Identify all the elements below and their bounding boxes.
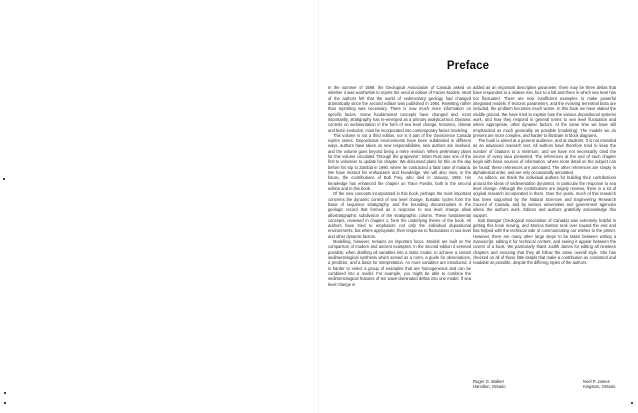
- paragraph: This volume is not a third edition, nor is it part of the Geoscience Canada reprint series. Depositional environments have been subdivided in different ways, authors have taken on new responsibilities, new authors are involved, and the volume goes beyond being a mere revision. When preliminary plans for this volume circulated "through the grapevine", Brian Rust was one of the first to volunteer to update his chapter. We discussed plans for this on the day before his trip to Zambia in 1990, where he contracted a fatal case of malaria. We have missed his enthusiasm and knowledge. We will also miss, in the future, the contributions of Bob Frey, who died in January, 1992. His knowledge has enhanced the chapter on Trace Fossils, both in the second edition and in this book.: [328, 132, 471, 191]
- scan-edge-mark: [3, 178, 5, 180]
- paragraph: As editors, we thank the individual authors for building their contributions around the ideas of sedimentation dynamics, in particular the response to sea level change. Although the contributions are largely reviews, there is a lot of original research incorporated in them. Over the years, much of this research has been supported by the Natural Sciences and Engineering Research Council of Canada, and by various universities and government agencies where the authors work. Editors and authors gratefully acknowledge this support.: [473, 175, 616, 218]
- page-fold-divider: [318, 0, 319, 413]
- paragraph: Of the new concepts incorporated in this book, perhaps the most important concerns the dynamic control of sea level change. Eustatic cycles form the basis of sequence stratigraphy, and the bounding discontinuities in the geologic record that formed as a response to sea level change allow allostratigraphic subdivision of the stratigraphic column. These fundamental concepts, reviewed in chapter 1, form the underlying theme of the book. All authors have tried to emphasize not only the individual depositional environments, but where appropriate, their response to fluctuations in sea level and other dynamic factors.: [328, 191, 471, 239]
- paragraph: Modelling, however, remains an important focus. Models are built on the comparison of modern and ancient examples. In the second edition it seemed possible, when distilling all variables into a static model, to achieve a certain sedimentological synthesis which served as a norm, a guide for observations, a predictor, and a basis for interpretation. As more variables are introduced, it is harder to select a group of examples that are homogeneous and can be combined into a model. For example, you might be able to combine the sedimentological features of ten wave-dominated deltas into one model. If sea level change is: [328, 239, 471, 287]
- page-title: Preface: [446, 60, 490, 72]
- paragraph: The book is aimed at a general audience, and at students. It is not intended as an advanced research text. All authors have therefore tried to keep the number of citations to a minimum, and we have not necessarily cited the source of every idea presented. The references at the end of each chapter begin with basic sources of information, where more detail on the subject can be found; these references are annotated. The other references are simply in alphabetical order, and are only occasionally annotated.: [473, 138, 616, 175]
- paragraph: added as an important descriptive parameter, there may be three deltas that have responded to a relative rise, four to a fall and three in which sea level has not fluctuated. There are now insufficient examples to make powerful integrated models. If tectonic parameters, and the evolving terrestrial biota are included, the problem becomes much worse. In this book we have staked the middle ground. We have tried to explain how the various depositional systems work, and how they respond in general terms to sea level fluctuation and where appropriate, other dynamic factors. At the same time we have still emphasized as much generality as possible (modeling). The models we do present are more complex, and harder to illustrate in block diagrams.: [473, 85, 616, 138]
- text-column-right: [473, 85, 616, 266]
- author-location: Hamilton, Ontario: [473, 384, 506, 390]
- signature-block-right: [583, 379, 615, 390]
- paragraph: Bob Baragar (Geological Association of Canada) was extremely helpful in getting this book moving, and Monica Easton took over toward the end and has helped with the technical side of communicating our wishes to the printer. However, there are many other large steps to be taken between writing a manuscript, editing it for technical content, and seeing it appear between the covers of a book. We particularly thank Judith James for editing all nineteen chapters and ensuring that they all follow the same overall style. She has checked on all of those little details that make a contribution as consistent and readable as possible, despite the differing styles of the authors.: [473, 217, 616, 266]
- text-column-left: [328, 85, 471, 287]
- author-name: Roger G. Walker: [473, 379, 505, 384]
- author-name: Noel P. James: [583, 379, 610, 384]
- author-location: Kingston, Ontario: [583, 384, 616, 390]
- scan-edge-mark: [4, 392, 6, 394]
- signature-block-left: [473, 379, 506, 390]
- paragraph: In the summer of 1989, the Geological Association of Canada asked us whether it was worthwhile to reprint the second edition of Facies Models. Most of the authors felt that the world of sedimentary geology had changed dramatically since the second edition was published in 1984. Rewriting rather than reprinting was necessary. There is now much more information on specific facies. Some fundamental concepts have changed and, most importantly, stratigraphy has re-emerged as a primary analytical tool. Dynamic controls on sedimentation in the form of sea level change, tectonics, climate and biotic evolution, must be incorporated into contemporary facies modeling.: [328, 85, 471, 133]
- scan-edge-mark: [4, 402, 6, 404]
- scan-edge-mark: [631, 402, 633, 404]
